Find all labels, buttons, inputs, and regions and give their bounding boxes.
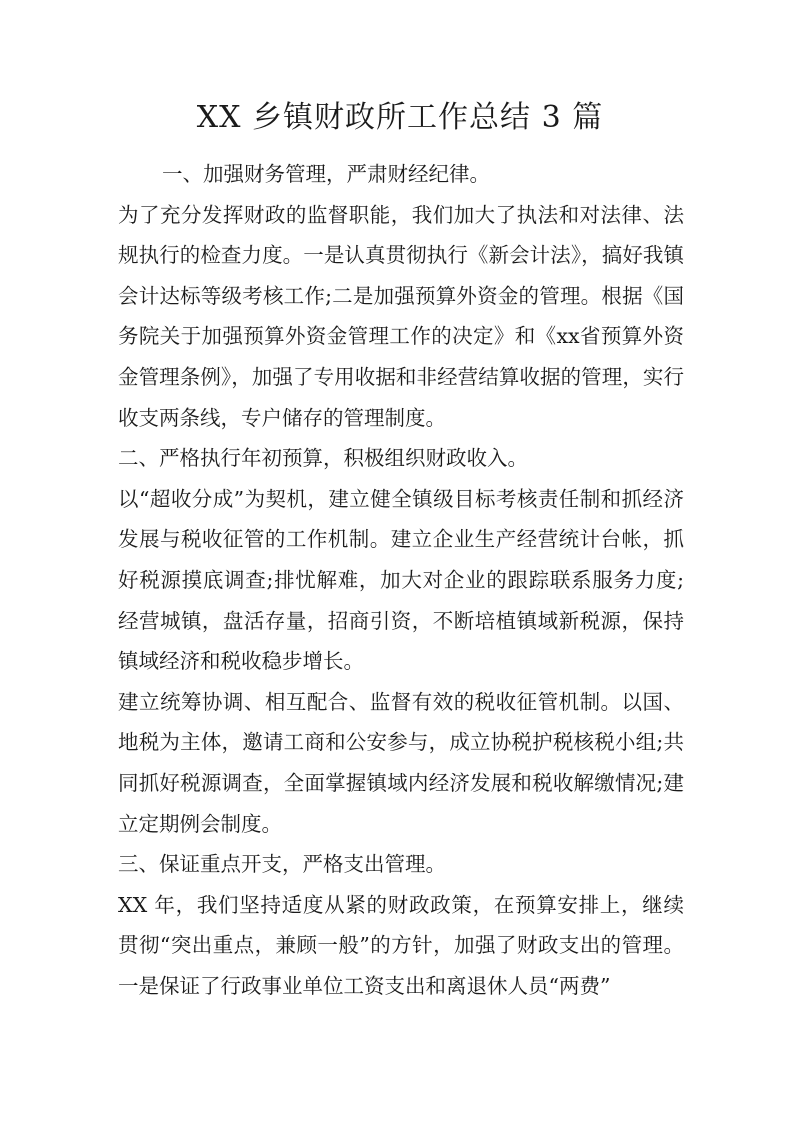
paragraph-tax-collection: 建立统筹协调、相互配合、监督有效的税收征管机制。以国、地税为主体，邀请工商和公安参与，成立协税护税核税小组;共同抓好税源调查，全面掌握镇域内经济发展和税收解缴情况;建立定期例会制度。 (118, 689, 684, 836)
paragraph-expenditure: XX 年，我们坚持适度从紧的财政政策，在预算安排上，继续贯彻“突出重点，兼顾一般”的方针，加强了财政支出的管理。一是保证了行政事业单位工资支出和离退休人员“两费” (118, 892, 684, 998)
paragraph-supervision: 为了充分发挥财政的监督职能，我们加大了执法和对法律、法规执行的检查力度。一是认真贯彻执行《新会计法》，搞好我镇会计达标等级考核工作;二是加强预算外资金的管理。根据《国务院关于加强预算外资金管理工作的决定》和《xx省预算外资金管理条例》，加强了专用收据和非经营结算收据的管理，实行收支两条线，专户储存的管理制度。 (118, 202, 684, 430)
document-title: XX 乡镇财政所工作总结 3 篇 (196, 100, 604, 135)
section-heading-3: 三、保证重点开支，严格支出管理。 (118, 852, 446, 877)
section-heading-2: 二、严格执行年初预算，积极组织财政收入。 (118, 446, 528, 471)
section-heading-1: 一、加强财务管理，严肃财经纪律。 (162, 162, 490, 186)
document-body (118, 154, 684, 1006)
paragraph-revenue-mechanism: 以“超收分成”为契机，建立健全镇级目标考核责任制和抓经济发展与税收征管的工作机制。建立企业生产经营统计台帐，抓好税源摸底调查;排忧解难，加大对企业的跟踪联系服务力度;经营城镇，盘活存量，招商引资，不断培植镇域新税源，保持镇域经济和税收稳步增长。 (118, 486, 684, 674)
